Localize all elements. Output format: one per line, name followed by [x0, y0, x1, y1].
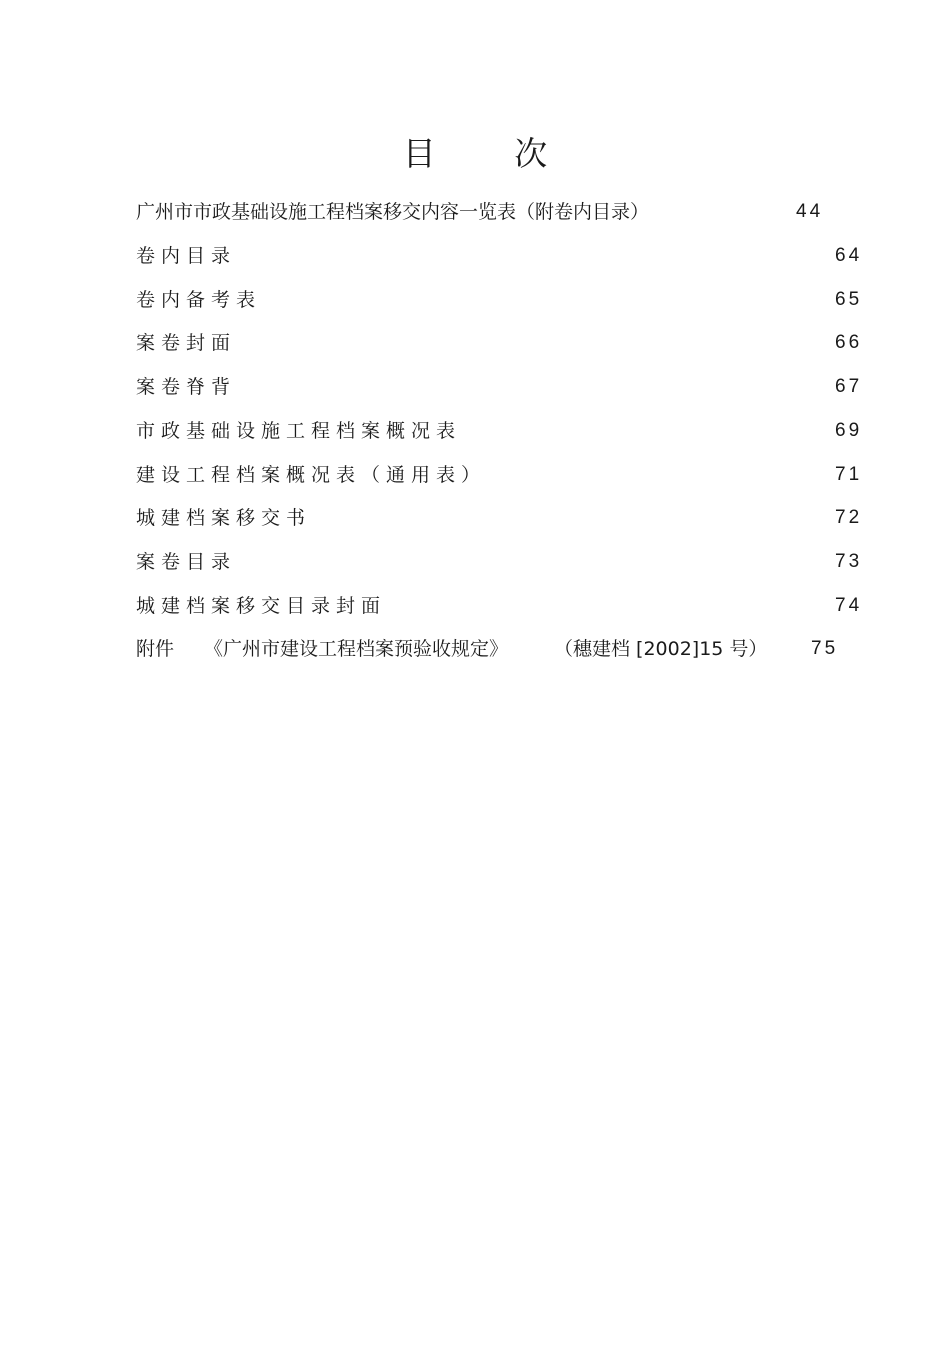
toc-entry-page: 74: [835, 595, 863, 616]
toc-entry-page: 75: [811, 638, 839, 659]
toc-entry-page: 67: [835, 376, 863, 397]
toc-entry-label: 案卷目录: [136, 551, 237, 573]
toc-entry-page: 73: [835, 551, 863, 572]
toc-entry-page: 69: [835, 420, 863, 441]
toc-entry-label: 建设工程档案概况表（通用表）: [136, 464, 487, 486]
toc-entry-page: 72: [835, 507, 863, 528]
toc-entry-label: 市政基础设施工程档案概况表: [136, 420, 462, 442]
attachment-doc-title: 《广州市建设工程档案预验收规定》: [204, 638, 509, 660]
attachment-doc-number: （穗建档 [2002]15 号）: [554, 638, 768, 660]
toc-entry-page: 71: [835, 464, 863, 485]
document-title: 目 次: [402, 134, 582, 173]
toc-entry-page: 64: [835, 245, 863, 266]
attachment-prefix: 附件: [136, 638, 175, 660]
toc-entry-page: 65: [835, 289, 863, 310]
toc-entry-label: 案卷脊背: [136, 376, 237, 398]
toc-entry-label: 广州市市政基础设施工程档案移交内容一览表（附卷内目录）: [136, 201, 650, 223]
toc-entry-label: 卷内备考表: [136, 289, 262, 311]
toc-entry-label: 案卷封面: [136, 332, 237, 354]
toc-entry-label: 城建档案移交目录封面: [136, 595, 387, 617]
attachment-label-group: [136, 635, 768, 663]
toc-entry-page: 66: [835, 332, 863, 353]
toc-entry-label: 卷内目录: [136, 245, 237, 267]
toc-entry-label: 城建档案移交书: [136, 507, 312, 529]
toc-entry-page: 44: [796, 201, 824, 222]
